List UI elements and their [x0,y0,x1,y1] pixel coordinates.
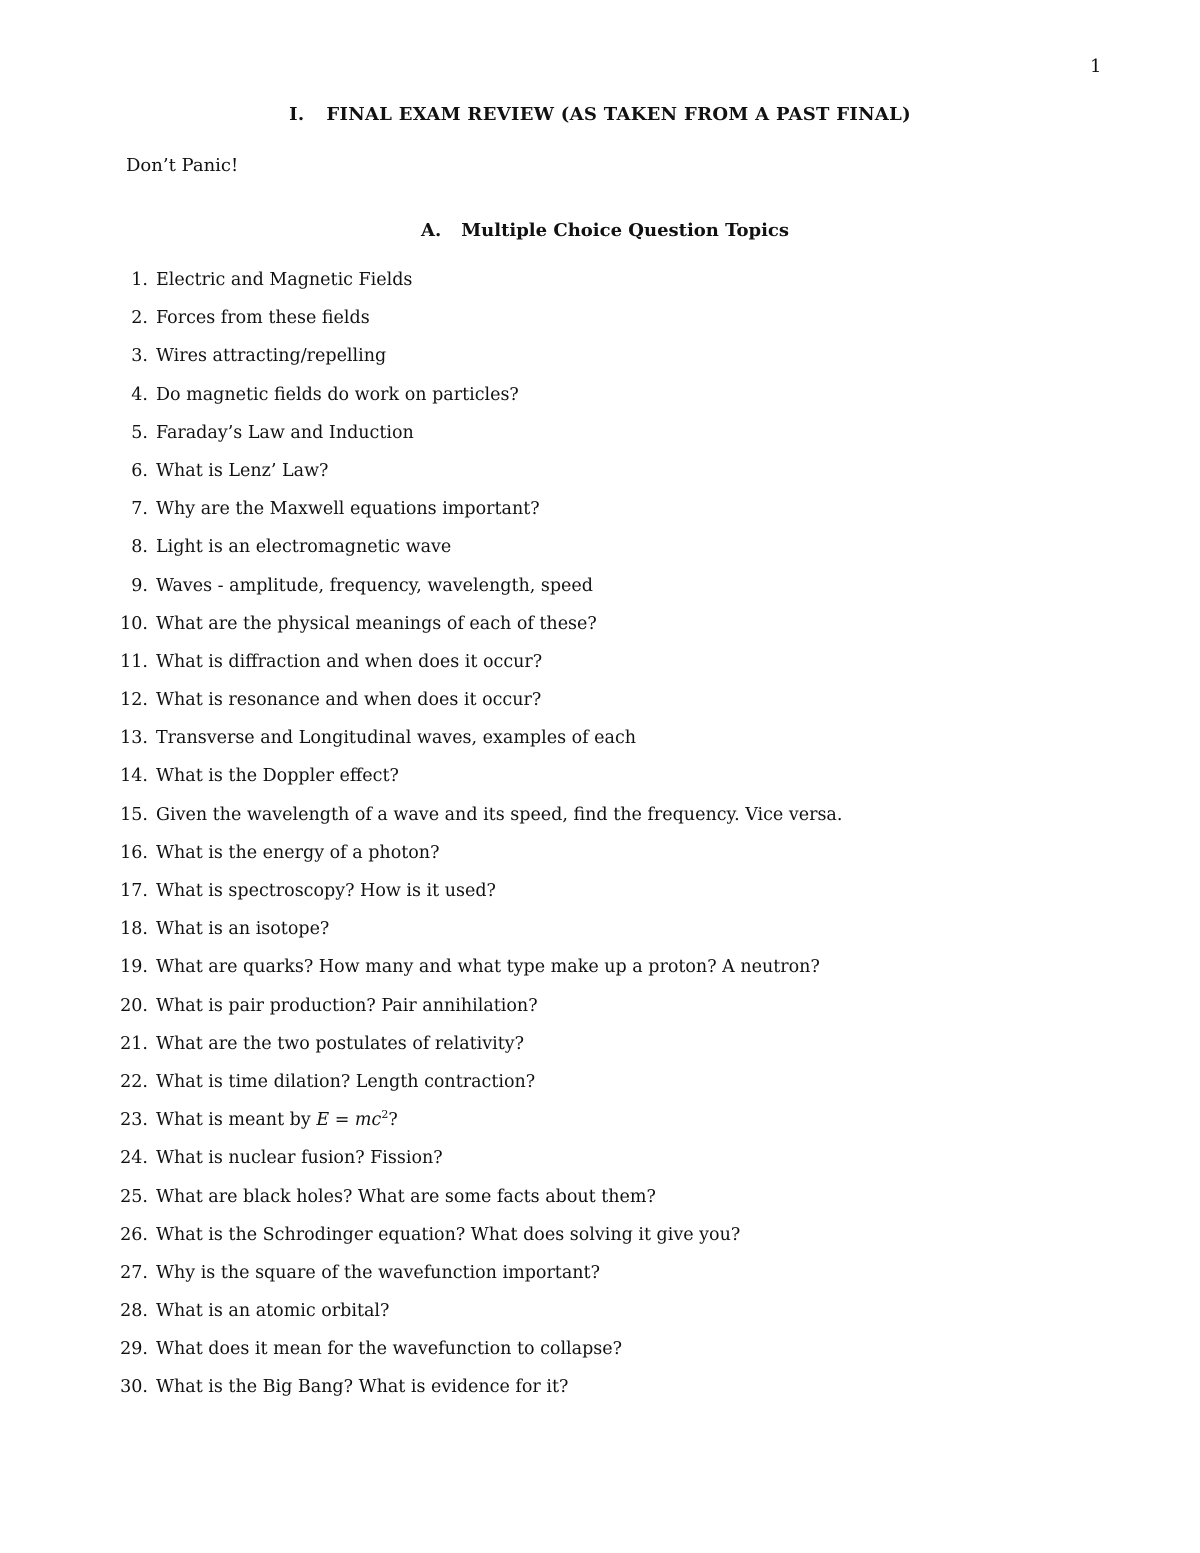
item-text: Do magnetic fields do work on particles? [156,384,519,405]
item-text: What is time dilation? Length contraction? [156,1071,536,1092]
item-text: What does it mean for the wavefunction to collapse? [156,1339,622,1360]
item-text: What are the physical meanings of each of these? [156,613,597,634]
item-text [156,1108,398,1132]
item-number: 3. [131,346,148,367]
item-number: 5. [131,422,148,443]
formula-exponent: 2 [381,1108,389,1122]
item-number: 14. [120,766,148,787]
item-text: What is pair production? Pair annihilation? [156,995,538,1016]
item-number: 26. [120,1224,148,1245]
item-text: Forces from these fields [156,308,370,329]
item-text: Why is the square of the wavefunction important? [156,1262,600,1283]
item-number: 29. [120,1339,148,1360]
formula-variable-e: E [316,1110,330,1131]
item-text: What is the Big Bang? What is evidence for it? [156,1377,569,1398]
item-number: 25. [120,1186,148,1207]
item-number: 27. [120,1262,148,1283]
item-text: What is an isotope? [156,919,330,940]
item-number: 22. [120,1071,148,1092]
item-text: What are quarks? How many and what type make up a proton? A neutron? [156,957,820,978]
item-text: Waves - amplitude, frequency, wavelength, speed [156,575,593,596]
item-text: Why are the Maxwell equations important? [156,499,540,520]
item-number: 16. [120,842,148,863]
item-number: 12. [120,690,148,711]
item-text: Transverse and Longitudinal waves, examples of each [156,728,637,749]
item-text: What is nuclear fusion? Fission? [156,1148,443,1169]
item-text: Faraday’s Law and Induction [156,422,414,443]
item-text: Wires attracting/repelling [156,346,387,367]
item-text: What is Lenz’ Law? [156,460,329,481]
item-text: What is diffraction and when does it occur? [156,651,543,672]
section-heading [0,104,1200,125]
item-number: 17. [120,881,148,901]
item-number: 23. [120,1110,148,1131]
item-number: 19. [120,957,148,978]
item-number: 15. [120,804,148,825]
item-text: What is spectroscopy? How is it used? [156,881,496,901]
item-text: Electric and Magnetic Fields [156,270,413,290]
item-number: 10. [120,613,148,634]
formula-operator: = [329,1110,355,1131]
page-number: 1 [1090,56,1102,77]
subsection-heading [0,220,1200,241]
item-number: 6. [131,460,148,481]
item-text: What is resonance and when does it occur? [156,690,542,711]
item-text: Given the wavelength of a wave and its speed, find the frequency. Vice versa. [156,804,843,825]
subsection-number: A. [420,220,442,241]
item-text: What are the two postulates of relativity? [156,1033,525,1054]
item-number: 7. [131,499,148,520]
item-text: What is the energy of a photon? [156,842,440,863]
item-text: What is the Doppler effect? [156,766,399,787]
item-number: 21. [120,1033,148,1054]
item-text: Light is an electromagnetic wave [156,537,452,558]
item-number: 18. [120,919,148,940]
item-number: 11. [120,651,148,672]
item-text: What is an atomic orbital? [156,1301,390,1322]
item-text: What is the Schrodinger equation? What does solving it give you? [156,1224,741,1245]
item-text-after: ? [388,1110,398,1131]
item-number: 30. [120,1377,148,1398]
formula-variable-mc: mc [354,1110,382,1131]
item-number: 13. [120,728,148,749]
item-number: 8. [131,537,148,558]
item-number: 4. [131,384,148,405]
item-number: 1. [131,270,148,290]
item-number: 24. [120,1148,148,1169]
subsection-title: Multiple Choice Question Topics [461,220,790,241]
item-number: 20. [120,995,148,1016]
intro-text: Don’t Panic! [126,155,239,176]
item-number: 28. [120,1301,148,1322]
item-number: 9. [131,575,148,596]
section-number: I. [289,104,305,125]
item-text: What are black holes? What are some facts about them? [156,1186,656,1207]
section-title: FINAL EXAM REVIEW (AS TAKEN FROM A PAST FINAL) [326,104,911,125]
item-number: 2. [131,308,148,329]
item-text-before: What is meant by [156,1110,317,1131]
